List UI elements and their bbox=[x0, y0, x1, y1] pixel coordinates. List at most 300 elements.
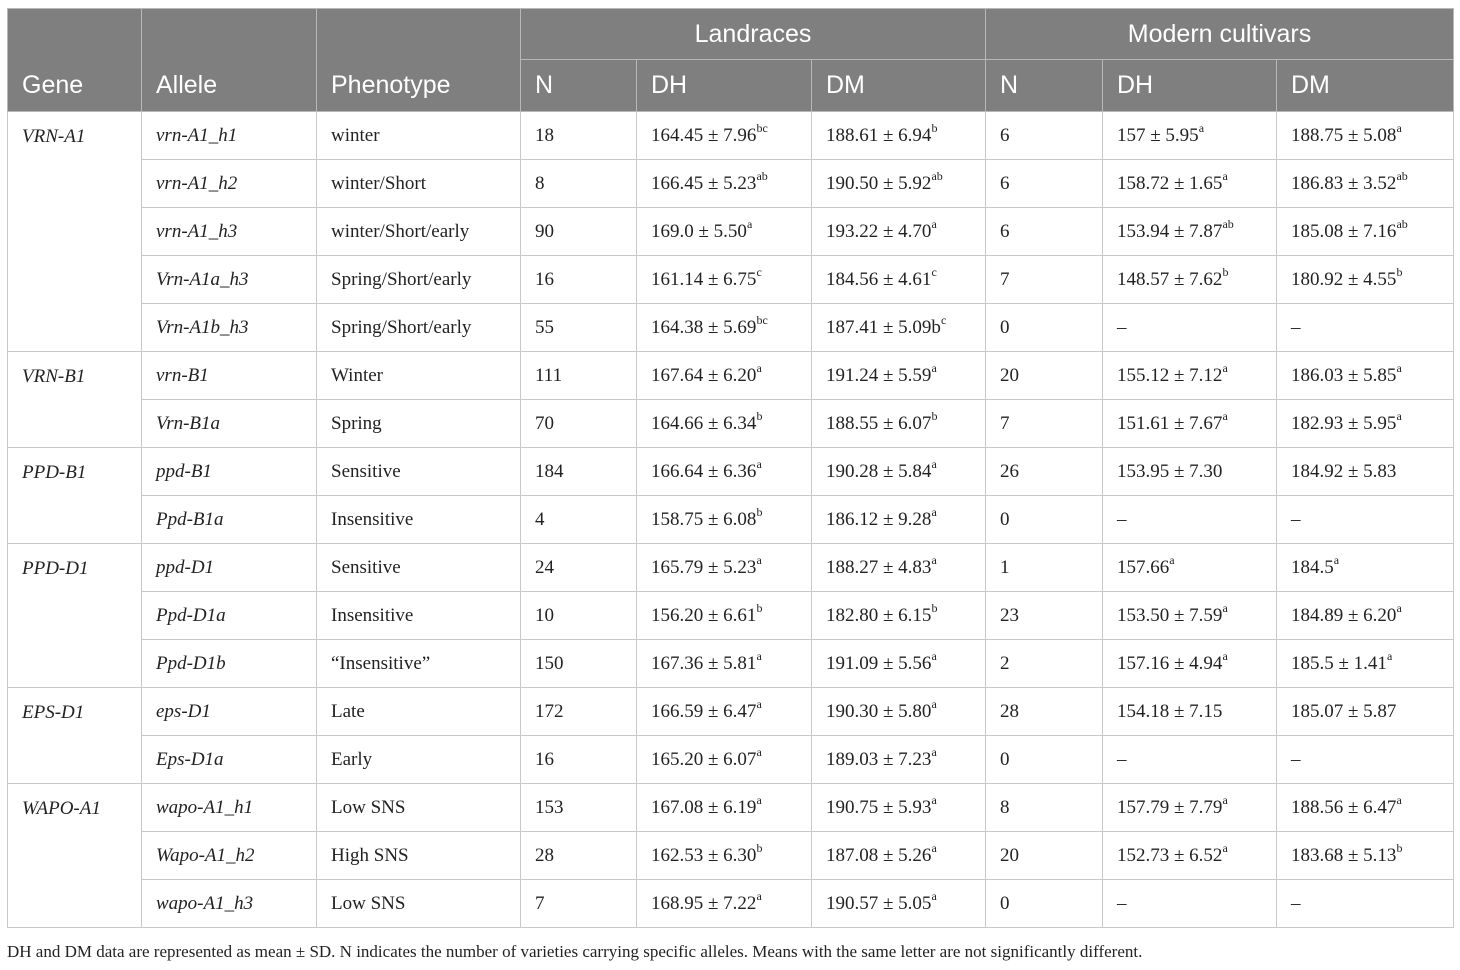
landraces-n-cell-value: 153 bbox=[535, 796, 564, 818]
modern-dm-cell bbox=[1277, 592, 1454, 640]
allele-cell bbox=[142, 592, 317, 640]
allele-cell-value: Ppd-D1b bbox=[156, 652, 226, 674]
table-row bbox=[8, 784, 1454, 832]
modern-dm-cell-value: – bbox=[1291, 892, 1301, 914]
table-row bbox=[8, 352, 1454, 400]
table-row bbox=[8, 208, 1454, 256]
landraces-dm-cell bbox=[812, 208, 986, 256]
landraces-dm-cell-significance-letter: a bbox=[931, 793, 937, 808]
modern-n-cell bbox=[986, 352, 1103, 400]
modern-dh-cell-significance-letter: a bbox=[1222, 601, 1228, 616]
modern-dh-cell bbox=[1103, 112, 1277, 160]
gene-cell: WAPO-A1 bbox=[8, 784, 142, 928]
allele-cell-value: Ppd-B1a bbox=[156, 508, 224, 530]
table-row bbox=[8, 448, 1454, 496]
modern-n-cell-value: 0 bbox=[1000, 748, 1010, 770]
phenotype-cell bbox=[317, 736, 521, 784]
phenotype-cell-value: Low SNS bbox=[331, 892, 406, 914]
modern-dh-cell-value: 153.95 ± 7.30 bbox=[1117, 460, 1223, 482]
allele-cell bbox=[142, 544, 317, 592]
modern-dm-cell-significance-letter: a bbox=[1396, 361, 1402, 376]
modern-dm-cell-significance-letter: ab bbox=[1396, 169, 1408, 184]
phenotype-cell-value: Sensitive bbox=[331, 556, 401, 578]
landraces-dh-cell-significance-letter: bc bbox=[756, 121, 768, 136]
phenotype-cell bbox=[317, 352, 521, 400]
allele-cell bbox=[142, 352, 317, 400]
modern-n-cell-value: 7 bbox=[1000, 268, 1010, 290]
modern-n-cell-value: 23 bbox=[1000, 604, 1019, 626]
modern-n-cell-value: 7 bbox=[1000, 412, 1010, 434]
landraces-n-cell-value: 150 bbox=[535, 652, 564, 674]
modern-dh-cell-significance-letter: a bbox=[1198, 121, 1205, 136]
modern-dm-cell-value: 184.92 ± 5.83 bbox=[1291, 460, 1397, 482]
modern-dm-cell-significance-letter: a bbox=[1396, 793, 1402, 808]
modern-dm-cell-value: 185.08 ± 7.16 bbox=[1291, 220, 1397, 242]
modern-dh-cell-value: – bbox=[1117, 748, 1127, 770]
landraces-dm-cell-value: 187.08 ± 5.26 bbox=[826, 844, 932, 866]
modern-dm-cell bbox=[1277, 448, 1454, 496]
modern-dm-cell bbox=[1277, 640, 1454, 688]
modern-n-cell bbox=[986, 496, 1103, 544]
modern-n-cell-value: 20 bbox=[1000, 844, 1019, 866]
modern-dm-cell-value: – bbox=[1291, 508, 1301, 530]
landraces-dm-cell bbox=[812, 496, 986, 544]
modern-dh-cell bbox=[1103, 880, 1277, 928]
phenotype-cell-value: Early bbox=[331, 748, 373, 770]
landraces-dh-cell-significance-letter: a bbox=[756, 457, 762, 472]
modern-dm-cell bbox=[1277, 304, 1454, 352]
modern-dm-cell-value: – bbox=[1291, 316, 1301, 338]
modern-dm-cell-value: 188.56 ± 6.47 bbox=[1291, 796, 1397, 818]
allele-cell-value: Vrn-A1b_h3 bbox=[156, 316, 249, 338]
landraces-dm-cell-value: 184.56 ± 4.61 bbox=[826, 268, 932, 290]
table-footnote: DH and DM data are represented as mean ± SD. N indicates the number of varieties carrying specific alleles. Means with the same letter are not significantly different. bbox=[7, 942, 1143, 961]
modern-dm-cell-significance-letter: a bbox=[1396, 409, 1402, 424]
landraces-dm-cell bbox=[812, 688, 986, 736]
modern-n-cell-value: 8 bbox=[1000, 796, 1010, 818]
modern-n-cell-value: 1 bbox=[1000, 556, 1010, 578]
landraces-dh-cell bbox=[637, 784, 812, 832]
group-header-landraces: Landraces bbox=[521, 9, 986, 60]
modern-n-cell bbox=[986, 544, 1103, 592]
landraces-dh-cell-significance-letter: a bbox=[756, 793, 762, 808]
phenotype-cell-value: Spring/Short/early bbox=[331, 316, 472, 338]
modern-n-cell bbox=[986, 256, 1103, 304]
modern-n-cell bbox=[986, 400, 1103, 448]
modern-dm-cell-value: 184.89 ± 6.20 bbox=[1291, 604, 1397, 626]
modern-dm-cell bbox=[1277, 688, 1454, 736]
allele-cell bbox=[142, 112, 317, 160]
landraces-dh-cell bbox=[637, 304, 812, 352]
landraces-dh-cell-significance-letter: a bbox=[756, 745, 762, 760]
landraces-dh-cell-significance-letter: b bbox=[756, 409, 763, 424]
landraces-dm-cell-significance-letter: a bbox=[931, 649, 937, 664]
modern-dm-cell bbox=[1277, 784, 1454, 832]
gene-cell: PPD-D1 bbox=[8, 544, 142, 688]
landraces-dh-cell-value: 165.79 ± 5.23 bbox=[651, 556, 757, 578]
modern-dm-cell bbox=[1277, 256, 1454, 304]
landraces-dm-cell-significance-letter: c bbox=[940, 313, 947, 328]
phenotype-cell bbox=[317, 688, 521, 736]
allele-cell bbox=[142, 304, 317, 352]
landraces-dh-cell-significance-letter: b bbox=[756, 505, 763, 520]
phenotype-cell bbox=[317, 304, 521, 352]
landraces-dh-cell bbox=[637, 640, 812, 688]
landraces-dh-cell-significance-letter: a bbox=[756, 361, 762, 376]
landraces-dh-cell-value: 156.20 ± 6.61 bbox=[651, 604, 757, 626]
landraces-dm-cell-significance-letter: a bbox=[931, 745, 937, 760]
landraces-dh-cell bbox=[637, 832, 812, 880]
modern-dm-cell-significance-letter: a bbox=[1333, 553, 1340, 568]
phenotype-cell bbox=[317, 256, 521, 304]
modern-dh-cell bbox=[1103, 448, 1277, 496]
gene-cell: PPD-B1 bbox=[8, 448, 142, 544]
landraces-dh-cell-value: 168.95 ± 7.22 bbox=[651, 892, 757, 914]
landraces-n-cell-value: 70 bbox=[535, 412, 554, 434]
landraces-dh-cell-significance-letter: a bbox=[756, 553, 762, 568]
landraces-dm-cell bbox=[812, 256, 986, 304]
landraces-n-cell-value: 24 bbox=[535, 556, 554, 578]
modern-dh-cell bbox=[1103, 592, 1277, 640]
landraces-dh-cell-significance-letter: a bbox=[756, 649, 762, 664]
modern-dm-cell bbox=[1277, 496, 1454, 544]
landraces-dm-cell bbox=[812, 832, 986, 880]
modern-dm-cell-significance-letter: ab bbox=[1396, 217, 1408, 232]
col-header-modern-dh: DH bbox=[1103, 60, 1277, 112]
table-row bbox=[8, 160, 1454, 208]
landraces-dh-cell bbox=[637, 160, 812, 208]
phenotype-cell-value: Sensitive bbox=[331, 460, 401, 482]
landraces-n-cell-value: 28 bbox=[535, 844, 554, 866]
landraces-dm-cell bbox=[812, 544, 986, 592]
phenotype-cell-value: Spring bbox=[331, 412, 382, 434]
landraces-dh-cell bbox=[637, 880, 812, 928]
phenotype-cell-value: Insensitive bbox=[331, 508, 414, 530]
landraces-dm-cell-significance-letter: ab bbox=[931, 169, 943, 184]
landraces-n-cell-value: 111 bbox=[535, 364, 563, 386]
landraces-dh-cell-value: 158.75 ± 6.08 bbox=[651, 508, 757, 530]
landraces-n-cell-value: 16 bbox=[535, 748, 554, 770]
phenotype-cell bbox=[317, 496, 521, 544]
modern-dh-cell bbox=[1103, 352, 1277, 400]
phenotype-cell bbox=[317, 784, 521, 832]
landraces-dh-cell-value: 167.36 ± 5.81 bbox=[651, 652, 757, 674]
allele-cell-value: ppd-D1 bbox=[156, 556, 215, 578]
allele-cell-value: ppd-B1 bbox=[156, 460, 212, 482]
modern-dh-cell bbox=[1103, 256, 1277, 304]
allele-cell-value: Wapo-A1_h2 bbox=[156, 844, 255, 866]
landraces-dh-cell bbox=[637, 352, 812, 400]
landraces-dm-cell-significance-letter: a bbox=[931, 697, 937, 712]
landraces-dm-cell-value: 193.22 ± 4.70 bbox=[826, 220, 932, 242]
landraces-dm-cell-value: 187.41 ± 5.09b bbox=[826, 316, 941, 338]
landraces-dm-cell-value: 182.80 ± 6.15 bbox=[826, 604, 932, 626]
phenotype-cell-value: Late bbox=[331, 700, 365, 722]
landraces-dm-cell-significance-letter: b bbox=[931, 121, 938, 136]
col-header-modern-dm: DM bbox=[1277, 60, 1454, 112]
table-row bbox=[8, 688, 1454, 736]
allele-cell-value: vrn-A1_h3 bbox=[156, 220, 238, 242]
table-row bbox=[8, 496, 1454, 544]
allele-cell-value: vrn-A1_h1 bbox=[156, 124, 238, 146]
landraces-n-cell bbox=[521, 544, 637, 592]
phenotype-cell bbox=[317, 592, 521, 640]
phenotype-cell bbox=[317, 112, 521, 160]
allele-cell-value: wapo-A1_h1 bbox=[156, 796, 254, 818]
allele-cell bbox=[142, 496, 317, 544]
landraces-n-cell bbox=[521, 256, 637, 304]
modern-dh-cell-value: 157.66 bbox=[1117, 556, 1170, 578]
modern-n-cell-value: 20 bbox=[1000, 364, 1019, 386]
col-header-gene: Gene bbox=[8, 9, 142, 112]
landraces-dh-cell bbox=[637, 400, 812, 448]
landraces-n-cell bbox=[521, 688, 637, 736]
modern-dh-cell-significance-letter: a bbox=[1222, 841, 1228, 856]
col-header-landraces-dh: DH bbox=[637, 60, 812, 112]
phenotype-cell-value: Low SNS bbox=[331, 796, 406, 818]
modern-dh-cell-value: 157 ± 5.95 bbox=[1117, 124, 1199, 146]
landraces-n-cell bbox=[521, 880, 637, 928]
landraces-dh-cell bbox=[637, 496, 812, 544]
modern-dh-cell bbox=[1103, 160, 1277, 208]
landraces-dh-cell-significance-letter: b bbox=[756, 841, 763, 856]
modern-dh-cell-significance-letter: a bbox=[1222, 649, 1228, 664]
modern-dh-cell-significance-letter: a bbox=[1222, 361, 1228, 376]
allele-cell-value: Vrn-A1a_h3 bbox=[156, 268, 249, 290]
landraces-dh-cell bbox=[637, 256, 812, 304]
modern-n-cell-value: 6 bbox=[1000, 172, 1010, 194]
phenotype-cell-value: Insensitive bbox=[331, 604, 414, 626]
landraces-n-cell-value: 55 bbox=[535, 316, 554, 338]
landraces-dm-cell-value: 190.57 ± 5.05 bbox=[826, 892, 932, 914]
allele-cell bbox=[142, 688, 317, 736]
phenotype-cell-value: Spring/Short/early bbox=[331, 268, 472, 290]
allele-cell bbox=[142, 736, 317, 784]
modern-dm-cell-significance-letter: b bbox=[1396, 841, 1403, 856]
landraces-dh-cell-significance-letter: a bbox=[746, 217, 753, 232]
table-container bbox=[7, 8, 1453, 928]
landraces-n-cell bbox=[521, 592, 637, 640]
modern-dm-cell-value: 188.75 ± 5.08 bbox=[1291, 124, 1397, 146]
landraces-n-cell bbox=[521, 400, 637, 448]
phenotype-cell bbox=[317, 400, 521, 448]
modern-dh-cell-value: 155.12 ± 7.12 bbox=[1117, 364, 1223, 386]
modern-dh-cell-significance-letter: a bbox=[1222, 169, 1228, 184]
modern-n-cell-value: 2 bbox=[1000, 652, 1010, 674]
modern-dm-cell-value: 186.03 ± 5.85 bbox=[1291, 364, 1397, 386]
table-row bbox=[8, 880, 1454, 928]
landraces-dh-cell-significance-letter: bc bbox=[756, 313, 768, 328]
modern-dm-cell-value: – bbox=[1291, 748, 1301, 770]
phenotype-cell bbox=[317, 832, 521, 880]
phenotype-cell-value: winter bbox=[331, 124, 380, 146]
landraces-n-cell-value: 4 bbox=[535, 508, 545, 530]
landraces-dm-cell bbox=[812, 112, 986, 160]
modern-n-cell bbox=[986, 160, 1103, 208]
landraces-n-cell-value: 7 bbox=[535, 892, 545, 914]
landraces-dm-cell-value: 186.12 ± 9.28 bbox=[826, 508, 932, 530]
table-row bbox=[8, 544, 1454, 592]
landraces-dh-cell bbox=[637, 112, 812, 160]
table-row bbox=[8, 736, 1454, 784]
landraces-dm-cell-significance-letter: c bbox=[931, 265, 937, 280]
modern-dh-cell-value: – bbox=[1117, 316, 1127, 338]
table-row bbox=[8, 304, 1454, 352]
phenotype-cell-value: “Insensitive” bbox=[331, 652, 431, 674]
allele-cell-value: vrn-B1 bbox=[156, 364, 209, 386]
landraces-dh-cell-significance-letter: ab bbox=[756, 169, 768, 184]
landraces-dh-cell-value: 166.59 ± 6.47 bbox=[651, 700, 757, 722]
landraces-dm-cell bbox=[812, 592, 986, 640]
table-row bbox=[8, 256, 1454, 304]
phenotype-cell bbox=[317, 208, 521, 256]
modern-dh-cell-value: 153.94 ± 7.87 bbox=[1117, 220, 1223, 242]
landraces-dh-cell-value: 169.0 ± 5.50 bbox=[651, 220, 747, 242]
landraces-dm-cell bbox=[812, 736, 986, 784]
allele-cell bbox=[142, 880, 317, 928]
gene-cell: VRN-B1 bbox=[8, 352, 142, 448]
landraces-dh-cell bbox=[637, 544, 812, 592]
modern-n-cell bbox=[986, 208, 1103, 256]
modern-dm-cell-value: 185.5 ± 1.41 bbox=[1291, 652, 1387, 674]
landraces-n-cell-value: 10 bbox=[535, 604, 554, 626]
landraces-dm-cell-significance-letter: a bbox=[931, 553, 937, 568]
landraces-dm-cell-value: 191.24 ± 5.59 bbox=[826, 364, 932, 386]
landraces-dh-cell bbox=[637, 592, 812, 640]
landraces-dm-cell-value: 188.61 ± 6.94 bbox=[826, 124, 932, 146]
landraces-dm-cell-value: 191.09 ± 5.56 bbox=[826, 652, 932, 674]
modern-n-cell-value: 26 bbox=[1000, 460, 1019, 482]
landraces-n-cell-value: 90 bbox=[535, 220, 554, 242]
landraces-n-cell bbox=[521, 304, 637, 352]
modern-dh-cell-value: – bbox=[1117, 508, 1127, 530]
modern-dm-cell bbox=[1277, 880, 1454, 928]
table-row bbox=[8, 640, 1454, 688]
modern-dh-cell-significance-letter: a bbox=[1169, 553, 1175, 568]
modern-dm-cell-value: 182.93 ± 5.95 bbox=[1291, 412, 1397, 434]
col-header-allele: Allele bbox=[142, 9, 317, 112]
landraces-dh-cell-significance-letter: a bbox=[756, 889, 762, 904]
modern-dh-cell-value: 157.16 ± 4.94 bbox=[1117, 652, 1223, 674]
landraces-n-cell-value: 8 bbox=[535, 172, 545, 194]
allele-cell bbox=[142, 448, 317, 496]
landraces-dm-cell-significance-letter: a bbox=[931, 361, 937, 376]
modern-n-cell-value: 6 bbox=[1000, 124, 1010, 146]
modern-dh-cell-significance-letter: ab bbox=[1222, 217, 1234, 232]
modern-dm-cell bbox=[1277, 832, 1454, 880]
allele-table bbox=[7, 8, 1454, 928]
phenotype-cell-value: winter/Short/early bbox=[331, 220, 470, 242]
landraces-n-cell bbox=[521, 112, 637, 160]
modern-dm-cell-significance-letter: a bbox=[1396, 601, 1402, 616]
landraces-dh-cell-value: 161.14 ± 6.75 bbox=[651, 268, 757, 290]
modern-n-cell bbox=[986, 688, 1103, 736]
modern-dm-cell-significance-letter: a bbox=[1396, 121, 1402, 136]
landraces-dm-cell-value: 190.28 ± 5.84 bbox=[826, 460, 932, 482]
landraces-n-cell-value: 184 bbox=[535, 460, 564, 482]
landraces-dm-cell-significance-letter: a bbox=[931, 217, 937, 232]
modern-dh-cell bbox=[1103, 784, 1277, 832]
modern-dh-cell-value: 158.72 ± 1.65 bbox=[1117, 172, 1223, 194]
landraces-dm-cell bbox=[812, 400, 986, 448]
landraces-dm-cell-value: 190.75 ± 5.93 bbox=[826, 796, 932, 818]
modern-dh-cell bbox=[1103, 832, 1277, 880]
modern-dh-cell bbox=[1103, 640, 1277, 688]
table-row bbox=[8, 592, 1454, 640]
landraces-dm-cell-value: 190.50 ± 5.92 bbox=[826, 172, 932, 194]
modern-n-cell-value: 28 bbox=[1000, 700, 1019, 722]
phenotype-cell bbox=[317, 160, 521, 208]
modern-dm-cell-value: 186.83 ± 3.52 bbox=[1291, 172, 1397, 194]
group-header-modern: Modern cultivars bbox=[986, 9, 1454, 60]
modern-dm-cell-value: 184.5 bbox=[1291, 556, 1334, 578]
landraces-n-cell-value: 18 bbox=[535, 124, 554, 146]
col-header-phenotype: Phenotype bbox=[317, 9, 521, 112]
landraces-dm-cell-significance-letter: a bbox=[931, 889, 937, 904]
landraces-dh-cell bbox=[637, 448, 812, 496]
landraces-dh-cell-significance-letter: b bbox=[756, 601, 763, 616]
phenotype-cell bbox=[317, 640, 521, 688]
landraces-dh-cell bbox=[637, 208, 812, 256]
modern-n-cell-value: 0 bbox=[1000, 508, 1010, 530]
landraces-dm-cell-significance-letter: a bbox=[931, 841, 937, 856]
landraces-dh-cell-value: 167.64 ± 6.20 bbox=[651, 364, 757, 386]
allele-cell bbox=[142, 784, 317, 832]
landraces-n-cell bbox=[521, 736, 637, 784]
landraces-dm-cell bbox=[812, 304, 986, 352]
modern-dm-cell bbox=[1277, 160, 1454, 208]
landraces-dm-cell-significance-letter: b bbox=[931, 409, 938, 424]
landraces-dh-cell-value: 165.20 ± 6.07 bbox=[651, 748, 757, 770]
modern-dm-cell-significance-letter: a bbox=[1386, 649, 1393, 664]
header-row-top bbox=[8, 9, 1454, 60]
col-header-landraces-dm: DM bbox=[812, 60, 986, 112]
allele-cell bbox=[142, 640, 317, 688]
modern-dh-cell-value: 154.18 ± 7.15 bbox=[1117, 700, 1223, 722]
allele-cell-value: Ppd-D1a bbox=[156, 604, 226, 626]
modern-dm-cell-value: 183.68 ± 5.13 bbox=[1291, 844, 1397, 866]
modern-n-cell-value: 0 bbox=[1000, 316, 1010, 338]
landraces-n-cell bbox=[521, 640, 637, 688]
modern-dh-cell bbox=[1103, 208, 1277, 256]
modern-n-cell bbox=[986, 640, 1103, 688]
modern-dh-cell bbox=[1103, 304, 1277, 352]
landraces-n-cell-value: 172 bbox=[535, 700, 564, 722]
modern-dh-cell bbox=[1103, 736, 1277, 784]
table-row bbox=[8, 400, 1454, 448]
allele-cell bbox=[142, 400, 317, 448]
modern-dm-cell bbox=[1277, 208, 1454, 256]
landraces-n-cell-value: 16 bbox=[535, 268, 554, 290]
modern-n-cell bbox=[986, 832, 1103, 880]
modern-dh-cell-significance-letter: a bbox=[1222, 409, 1228, 424]
phenotype-cell-value: Winter bbox=[331, 364, 383, 386]
phenotype-cell bbox=[317, 880, 521, 928]
col-header-landraces-n: N bbox=[521, 60, 637, 112]
modern-dm-cell bbox=[1277, 544, 1454, 592]
landraces-dm-cell-significance-letter: a bbox=[931, 505, 937, 520]
landraces-dm-cell bbox=[812, 880, 986, 928]
gene-cell: EPS-D1 bbox=[8, 688, 142, 784]
landraces-dh-cell-value: 164.45 ± 7.96 bbox=[651, 124, 757, 146]
phenotype-cell-value: High SNS bbox=[331, 844, 409, 866]
modern-dh-cell bbox=[1103, 496, 1277, 544]
modern-dm-cell-significance-letter: b bbox=[1396, 265, 1403, 280]
modern-n-cell bbox=[986, 112, 1103, 160]
modern-dh-cell bbox=[1103, 544, 1277, 592]
landraces-dh-cell-value: 164.66 ± 6.34 bbox=[651, 412, 757, 434]
landraces-n-cell bbox=[521, 448, 637, 496]
